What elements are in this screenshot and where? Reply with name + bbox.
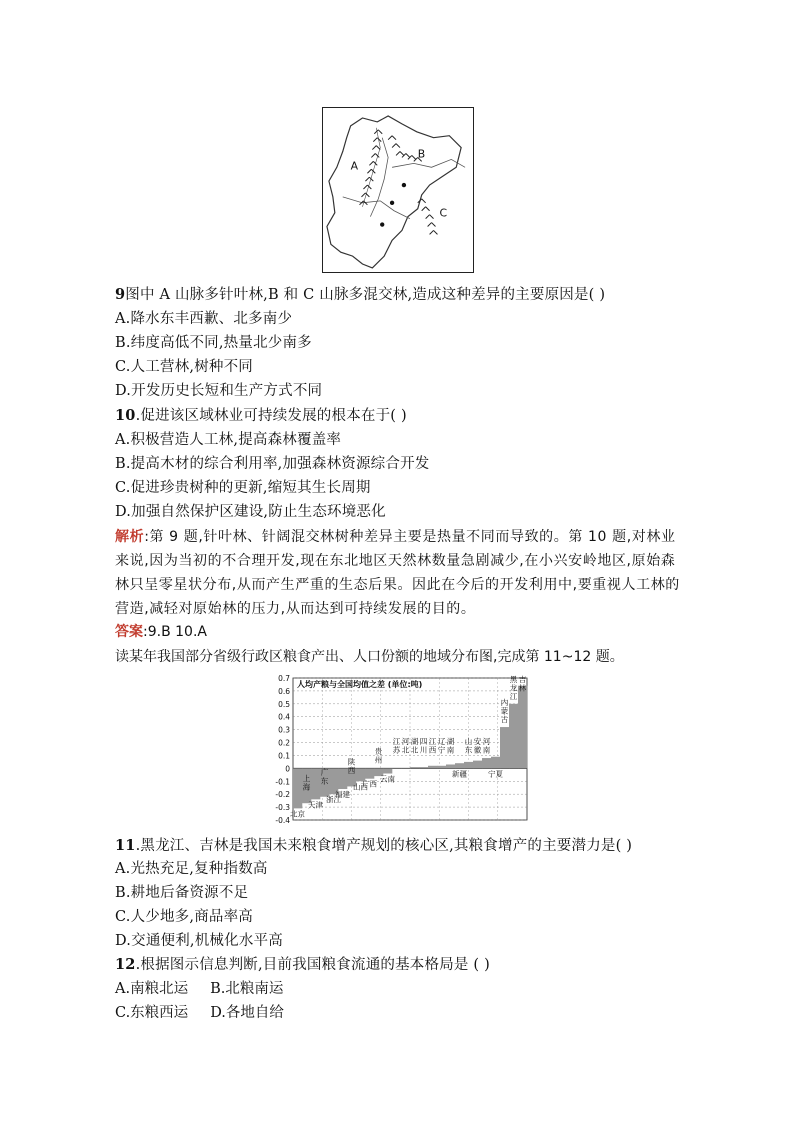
category-label: 黑 [509,675,518,684]
question-10-text: .促进该区域林业可持续发展的根本在于( ) [135,408,407,424]
category-label: 辽 [437,736,446,746]
bar [311,768,320,799]
bar [455,763,464,768]
category-label: 北京 [290,809,305,819]
bar [437,766,446,769]
category-label: 川 [419,745,428,755]
category-label: 江 [509,692,518,701]
bar [419,767,428,768]
category-label: 四 [419,736,428,746]
map-label-b: B [417,147,426,161]
category-label: 东 [320,776,329,786]
question-10-number: 10 [115,407,136,424]
bar [392,768,401,769]
question-10-stem [115,406,407,426]
category-label: 山西 [353,782,368,792]
category-label: 南 [446,745,455,755]
bar [428,766,437,769]
grain-per-capita-chart [265,672,533,826]
question-12-option-a[interactable]: A.南粮北运 [115,981,189,997]
map-label-a: A [350,159,359,173]
question-10-option-c[interactable]: C.促进珍贵树种的更新,缩短其生长周期 [115,480,371,496]
category-label: 天津 [308,800,323,810]
explanation-tag: 解析 [115,529,145,545]
category-label: 云南 [380,774,395,784]
category-label: 徽 [473,745,482,755]
y-tick-label: 0.4 [278,712,290,722]
question-12-option-c[interactable]: C.东粮西运 [115,1005,189,1021]
category-label: 北 [401,745,410,755]
category-label: 古 [500,715,509,725]
question-12-options-row-1 [115,979,283,999]
explanation-text: :第 9 题,针叶林、针阔混交林树种差异主要是热量不同而导致的。第 10 题,对林业来说,因为当初的不合理开发,现在东北地区天然林数量急剧减少,在小兴安岭地区,原始森林只呈零星状分布,从而产生严重的生态后果。因此在今后的开发利用中,要重视人工林的营造,减轻对原始林的压力,从而达到可持续发展的目的。 [115,529,680,617]
bar [383,768,392,773]
question-10-option-b[interactable]: B.提高木材的综合利用率,加强森林资源综合开发 [115,456,430,472]
category-label: 河 [401,736,410,746]
question-9-stem [115,285,605,305]
category-label: 上 [302,774,311,784]
y-tick-label: 0.2 [278,738,290,748]
question-9-option-b[interactable]: B.纬度高低不同,热量北少南多 [115,335,312,351]
question-11-text: .黑龙江、吉林是我国未来粮食增产规划的核心区,其粮食增产的主要潜力是( ) [135,838,633,854]
category-label: 东 [464,745,473,755]
question-12-stem [115,955,490,975]
bar [482,758,491,768]
question-11-option-a[interactable]: A.光热充足,复种指数高 [115,861,268,877]
mountain-ranges [360,130,438,235]
map-drawing [323,108,473,272]
category-label: 宁夏 [488,769,503,779]
category-label: 州 [374,755,383,765]
category-label: 西 [347,765,356,775]
chart-title: 人均产粮与全国均值之差 (单位:吨) [297,680,423,689]
chart-intro: 读某年我国部分省级行政区粮食产出、人口份额的地域分布图,完成第 11~12 题。 [115,649,624,665]
bar [500,727,509,768]
category-label: 内 [500,698,509,708]
category-label: 山 [464,736,473,746]
question-11-option-b[interactable]: B.耕地后备资源不足 [115,885,249,901]
bar [410,767,419,768]
category-label: 江 [428,736,437,746]
question-11-stem [115,836,632,856]
question-10-option-a[interactable]: A.积极营造人工林,提高森林覆盖率 [115,432,342,448]
question-12-options-row-2 [115,1003,284,1023]
question-11-option-d[interactable]: D.交通便利,机械化水平高 [115,933,283,949]
question-9-number: 9 [115,286,126,303]
bar [293,768,302,808]
category-label: 河 [482,736,491,746]
answer-text: :9.B 10.A [143,624,207,640]
bar [509,704,518,769]
category-label: 浙江 [326,795,341,805]
map-label-c: C [439,206,448,220]
category-label: 湖 [410,736,419,746]
question-9-option-d[interactable]: D.开发历史长短和生产方式不同 [115,383,323,399]
y-tick-label: -0.1 [275,777,290,787]
category-label: 苏 [392,745,401,755]
question-12-option-b[interactable]: B.北粮南运 [210,981,284,997]
question-9-text: 图中 A 山脉多针叶林,B 和 C 山脉多混交林,造成这种差异的主要原因是( ) [125,287,606,303]
category-label: 广 [320,767,329,777]
question-12-option-d[interactable]: D.各地自给 [210,1005,284,1021]
y-tick-label: 0.5 [278,699,290,709]
category-label: 安 [473,736,482,746]
chart-svg [265,672,533,826]
y-tick-label: 0.3 [278,725,290,735]
category-label: 海 [302,782,311,792]
question-11-number: 11 [115,837,136,854]
question-11-option-c[interactable]: C.人少地多,商品率高 [115,909,253,925]
bar [464,762,473,768]
y-tick-label: -0.4 [275,816,290,825]
bar [491,757,500,769]
explanation-block [115,525,680,621]
question-12-text: .根据图示信息判断,目前我国粮食流通的基本格局是 ( ) [135,957,490,973]
y-tick-label: 0 [285,764,290,774]
category-label: 陕 [347,757,356,767]
category-label: 广西 [362,779,377,789]
bar [338,768,347,789]
category-label: 宁 [437,745,446,755]
category-label: 江 [392,736,401,746]
bar [473,761,482,769]
category-label: 湖 [446,736,455,746]
category-label: 福建 [335,790,350,800]
category-label: 吉 [518,675,527,684]
question-9-option-c[interactable]: C.人工营林,树种不同 [115,359,253,375]
question-12-number: 12 [115,956,136,973]
answer-line [115,622,207,642]
bar [518,686,527,769]
category-label: 龙 [509,683,518,693]
bar [401,768,410,769]
category-label: 贵 [374,747,383,757]
bar [446,764,455,768]
y-tick-label: 0.7 [278,674,290,683]
category-label: 北 [410,745,419,755]
category-label: 新疆 [452,769,467,779]
question-10-option-d[interactable]: D.加强自然保护区建设,防止生态环境恶化 [115,504,386,520]
y-tick-label: 0.6 [278,686,290,696]
category-label: 蒙 [500,706,509,716]
answer-tag: 答案 [115,624,143,640]
northeast-china-map [322,107,474,273]
category-label: 西 [428,745,437,755]
y-tick-label: -0.3 [275,803,290,813]
category-label: 南 [482,745,491,755]
question-9-option-a[interactable]: A.降水东丰西歉、北多南少 [115,311,293,327]
y-tick-label: -0.2 [275,790,290,800]
bar [365,768,374,778]
y-tick-label: 0.1 [278,751,290,761]
category-label: 林 [518,683,527,693]
